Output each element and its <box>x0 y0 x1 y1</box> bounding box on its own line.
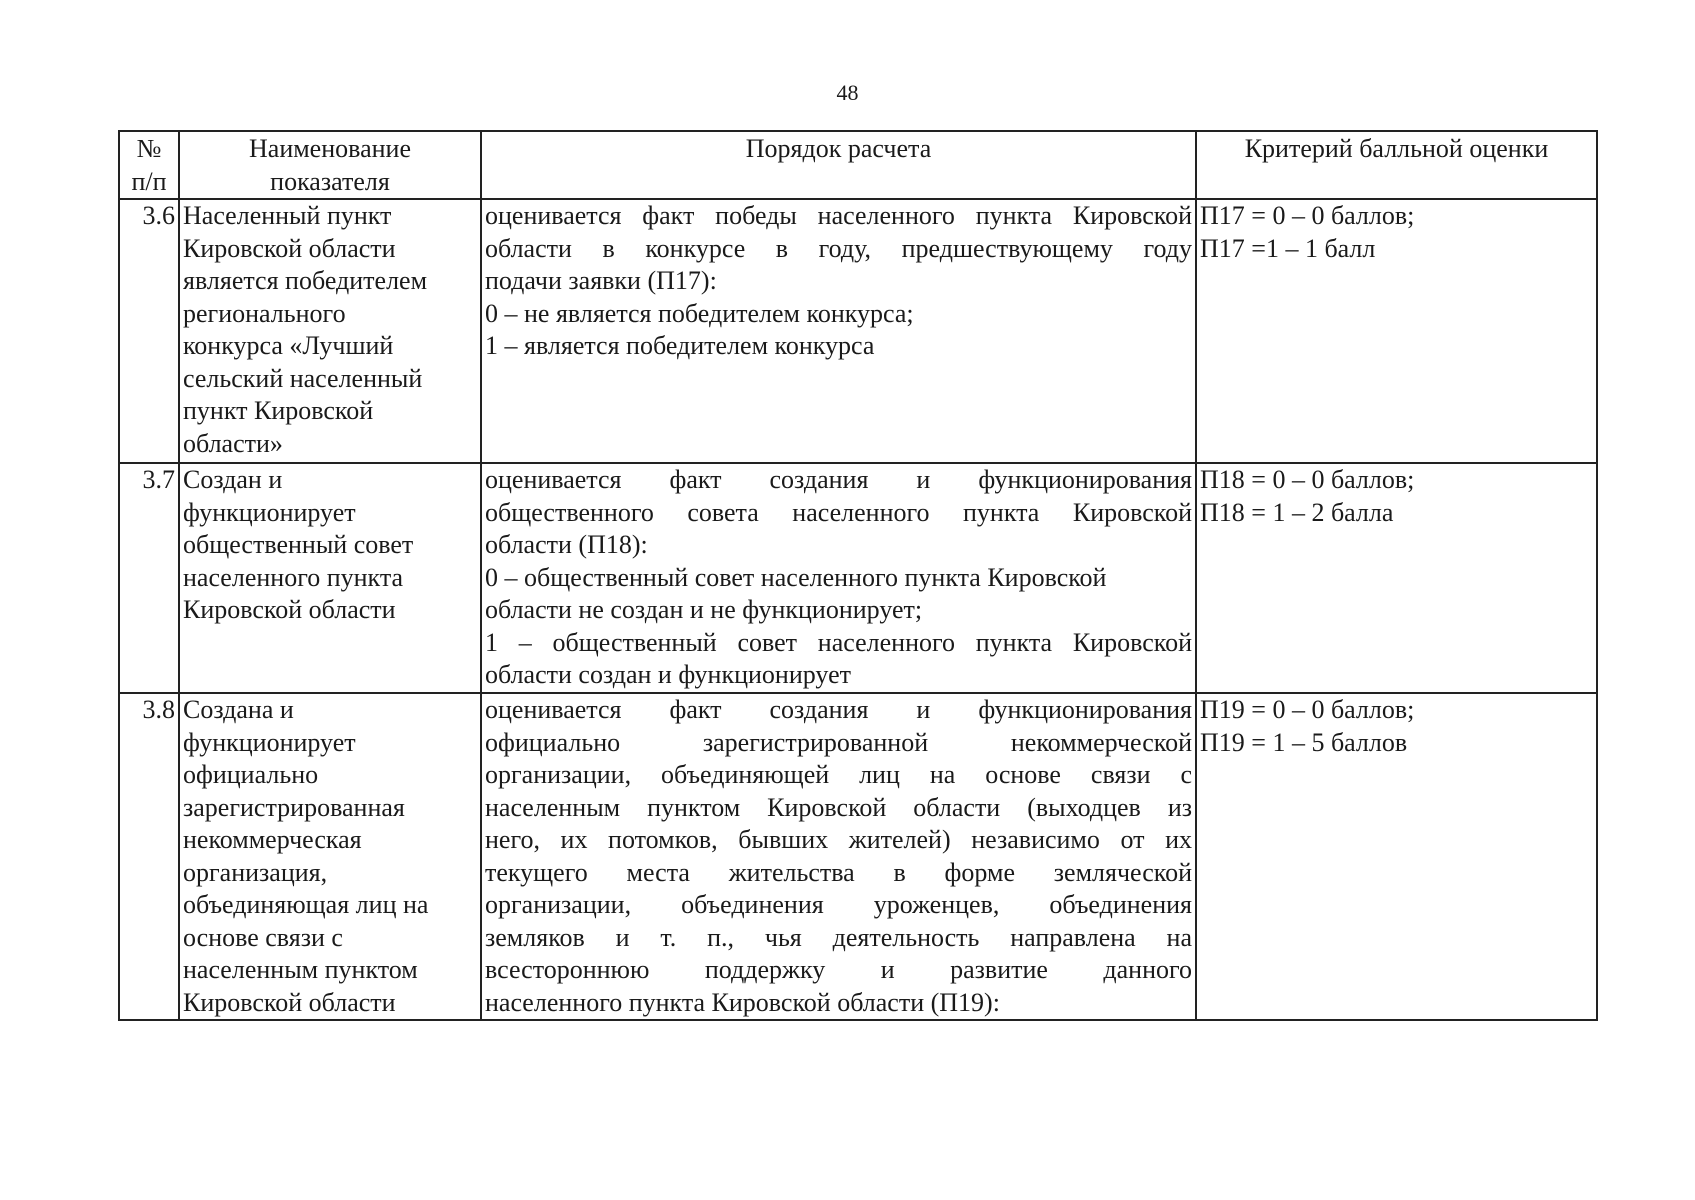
row-number: 3.6 <box>119 199 179 463</box>
calculation-line: 1 – общественный совет населенного пункта Кировской <box>485 627 1192 657</box>
calculation-line: области создан и функционирует <box>485 660 851 689</box>
header-name <box>179 131 481 199</box>
scoring-criteria <box>1196 463 1597 693</box>
table-header-row <box>119 131 1597 199</box>
calculation-line: оценивается факт создания и функционирования <box>485 465 1192 494</box>
header-criteria: Критерий балльной оценки <box>1196 131 1597 199</box>
calculation-line: общественного совета населенного пункта Кировской <box>485 497 1192 527</box>
table-row <box>119 693 1597 1020</box>
indicator-name-line: регионального <box>183 298 346 328</box>
indicator-name-line: основе связи с <box>183 922 343 952</box>
calculation-line: области в конкурсе в году, предшествующему году <box>485 233 1192 263</box>
calculation-line: текущего места жительства в форме земляческой <box>485 857 1192 887</box>
calculation-line: него, их потомков, бывших жителей) независимо от их <box>485 825 1192 854</box>
calculation-line: населенным пунктом Кировской области (выходцев из <box>485 792 1192 822</box>
indicator-name-line: Кировской области <box>183 987 396 1017</box>
indicator-name-line: объединяющая лиц на <box>183 890 429 919</box>
indicator-name-line: организация, <box>183 857 328 887</box>
calculation-line: 1 – является победителем конкурса <box>485 331 875 360</box>
page-number: 48 <box>836 80 859 105</box>
calculation-procedure <box>481 693 1196 1020</box>
row-number: 3.7 <box>119 463 179 693</box>
indicator-name-line: Населенный пункт <box>183 201 392 230</box>
indicator-name-line: Кировской области <box>183 595 396 624</box>
indicator-name-line: населенным пунктом <box>183 955 418 984</box>
calculation-line: всестороннюю поддержку и развитие данного <box>485 955 1192 984</box>
header-name-line-1: Наименование <box>249 134 411 163</box>
calculation-line: области (П18): <box>485 530 648 559</box>
header-num <box>119 131 179 199</box>
indicator-name-line: области» <box>183 428 283 458</box>
calculation-procedure <box>481 463 1196 693</box>
indicator-name-line: конкурса «Лучший <box>183 331 394 360</box>
indicator-name <box>179 693 481 1020</box>
calculation-line: оценивается факт создания и функционирования <box>485 695 1192 724</box>
criteria-table <box>118 130 1598 1021</box>
indicator-name-line: функционирует <box>183 727 356 757</box>
calculation-line: официально зарегистрированной некоммерческой <box>485 727 1192 757</box>
scoring-criteria <box>1196 693 1597 1020</box>
criteria-line: П17 = 0 – 0 баллов; <box>1200 201 1415 230</box>
indicator-name-line: Создан и <box>183 465 283 494</box>
criteria-line: П19 = 1 – 5 баллов <box>1200 727 1408 757</box>
calculation-line: земляков и т. п., чья деятельность направлена на <box>485 922 1192 952</box>
scoring-criteria <box>1196 199 1597 463</box>
indicator-name <box>179 463 481 693</box>
indicator-name-line: зарегистрированная <box>183 792 405 822</box>
header-num-line-2: п/п <box>131 166 167 196</box>
indicator-name-line: официально <box>183 760 319 789</box>
calculation-line: подачи заявки (П17): <box>485 266 717 295</box>
criteria-line: П17 =1 – 1 балл <box>1200 233 1376 263</box>
row-number: 3.8 <box>119 693 179 1020</box>
indicator-name-line: является победителем <box>183 266 428 295</box>
calculation-line: области не создан и не функционирует; <box>485 595 923 624</box>
table-body <box>119 199 1597 1020</box>
indicator-name-line: населенного пункта <box>183 562 404 592</box>
header-calc: Порядок расчета <box>481 131 1196 199</box>
calculation-line: 0 – общественный совет населенного пункта Кировской <box>485 562 1107 592</box>
indicator-name-line: сельский населенный <box>183 363 423 393</box>
criteria-line: П19 = 0 – 0 баллов; <box>1200 695 1415 724</box>
indicator-name-line: функционирует <box>183 497 356 527</box>
indicator-name-line: Создана и <box>183 695 294 724</box>
criteria-line: П18 = 1 – 2 балла <box>1200 497 1394 527</box>
calculation-line: организации, объединения уроженцев, объединения <box>485 890 1192 919</box>
indicator-name-line: пункт Кировской <box>183 396 374 425</box>
header-name-line-2: показателя <box>270 166 390 196</box>
indicator-name <box>179 199 481 463</box>
calculation-line: 0 – не является победителем конкурса; <box>485 298 914 328</box>
calculation-line: организации, объединяющей лиц на основе связи с <box>485 760 1192 789</box>
table-row <box>119 463 1597 693</box>
criteria-line: П18 = 0 – 0 баллов; <box>1200 465 1415 494</box>
indicator-name-line: общественный совет <box>183 530 414 559</box>
indicator-name-line: некоммерческая <box>183 825 362 854</box>
table-row <box>119 199 1597 463</box>
calculation-line: населенного пункта Кировской области (П19): <box>485 987 1000 1017</box>
calculation-procedure <box>481 199 1196 463</box>
calculation-line: оценивается факт победы населенного пункта Кировской <box>485 201 1192 230</box>
header-num-line-1: № <box>136 134 162 163</box>
indicator-name-line: Кировской области <box>183 233 396 263</box>
